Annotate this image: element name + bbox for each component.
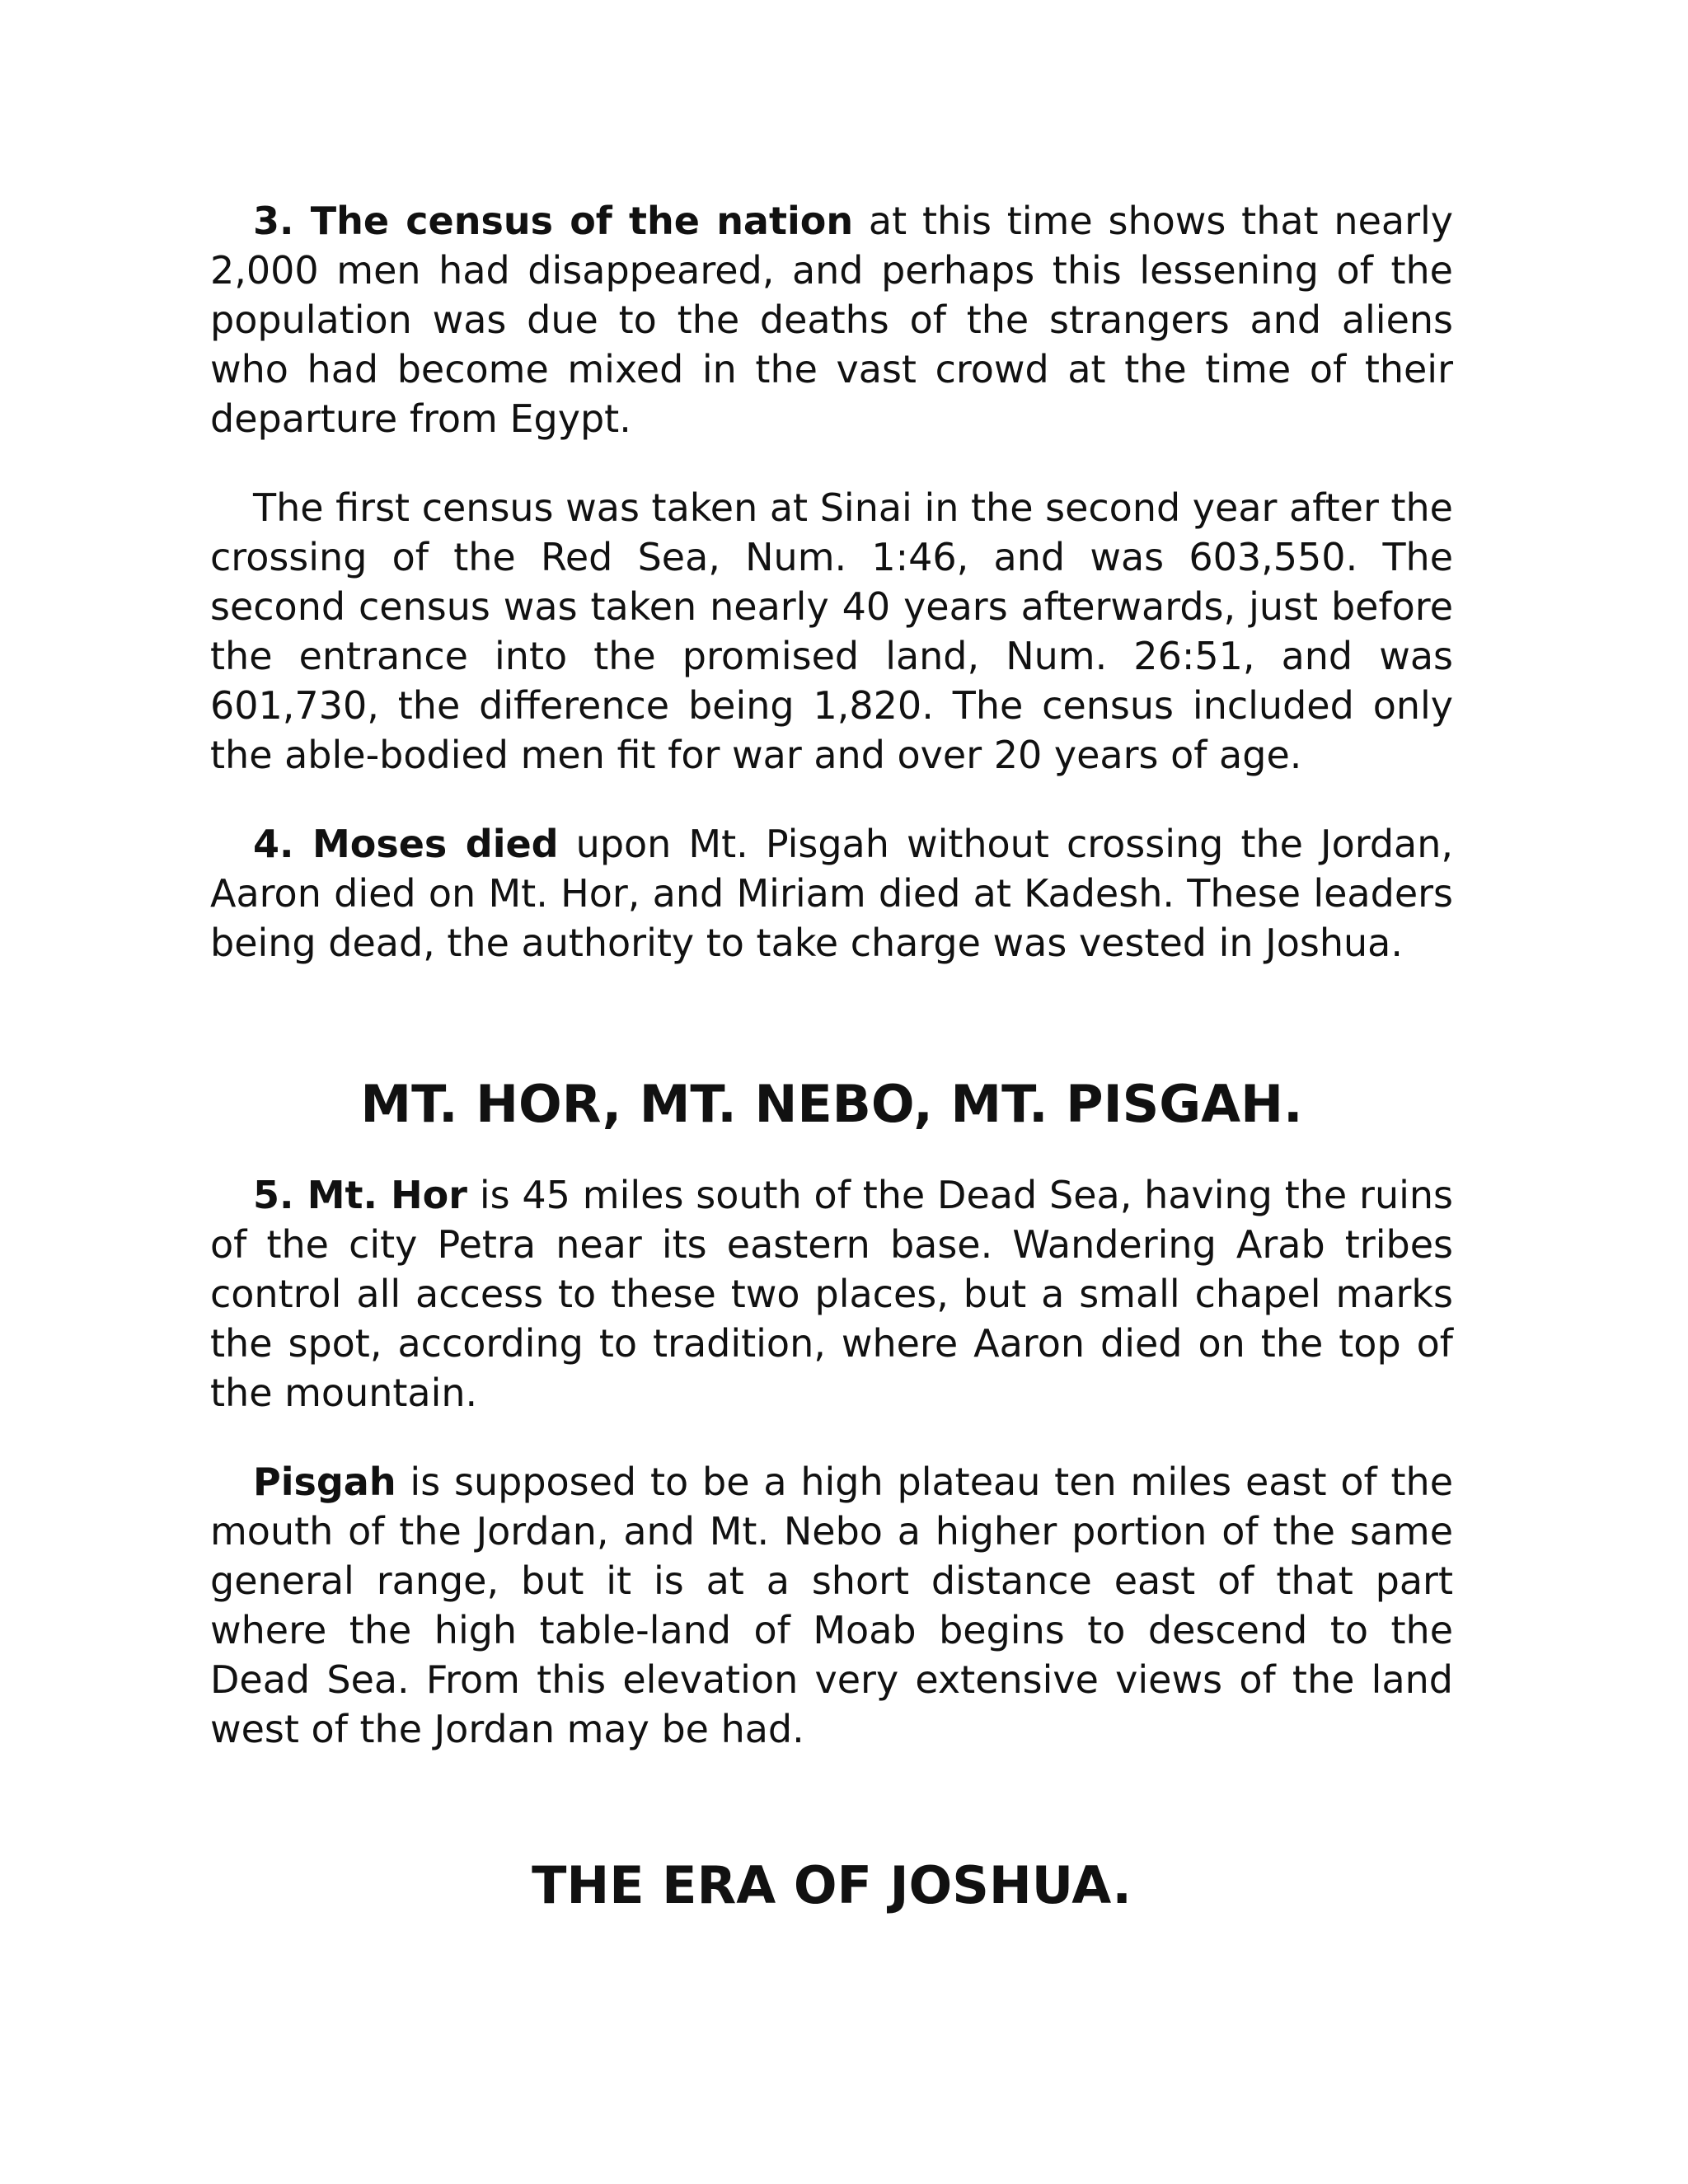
paragraph-moses-died — [210, 819, 1453, 968]
paragraph-census — [210, 196, 1453, 443]
paragraph-lead: 5. Mt. Hor — [253, 1173, 467, 1217]
paragraph-body: upon Mt. Pisgah without crossing the Jordan, Aaron died on Mt. Hor, and Miriam died at Kadesh. These leaders being dead, the authority to take charge was vested in Joshua. — [210, 822, 1453, 965]
paragraph-body: is 45 miles south of the Dead Sea, having the ruins of the city Petra near its eastern base. Wandering Arab tribes control all access to these two places, but a small chapel marks the spot, according to tradition, where Aaron died on the top of the mountain. — [210, 1173, 1453, 1415]
paragraph-lead: 3. The census of the nation — [253, 199, 854, 243]
paragraph-pisgah — [210, 1457, 1453, 1754]
paragraph-body: The first census was taken at Sinai in the second year after the crossing of the Red Sea, Num. 1:46, and was 603,550. The second census was taken nearly 40 years afterwards, just before the entrance into the promised land, Num. 26:51, and was 601,730, the difference being 1,820. The census included only the able-bodied men fit for war and over 20 years of age. — [210, 485, 1453, 777]
section-heading-mountains: MT. HOR, MT. NEBO, MT. PISGAH. — [360, 1074, 1303, 1134]
paragraph-lead: Pisgah — [253, 1460, 396, 1504]
section-heading-joshua: THE ERA OF JOSHUA. — [532, 1855, 1132, 1915]
paragraph-first-census — [210, 483, 1453, 780]
paragraph-lead: 4. Moses died — [253, 822, 559, 866]
paragraph-body: is supposed to be a high plateau ten miles east of the mouth of the Jordan, and Mt. Nebo a higher portion of the same general range, but it is at a short distance east of that part where the high table-land of Moab begins to descend to the Dead Sea. From this elevation very extensive views of the land west of the Jordan may be had. — [210, 1460, 1453, 1751]
paragraph-mt-hor — [210, 1170, 1453, 1418]
paragraph-body: at this time shows that nearly 2,000 men had disappeared, and perhaps this lessening of the population was due to the deaths of the strangers and aliens who had become mixed in the vast crowd at the time of their departure from Egypt. — [210, 199, 1453, 441]
document-page — [210, 196, 1453, 1919]
section-mountains-body — [210, 1170, 1453, 1754]
